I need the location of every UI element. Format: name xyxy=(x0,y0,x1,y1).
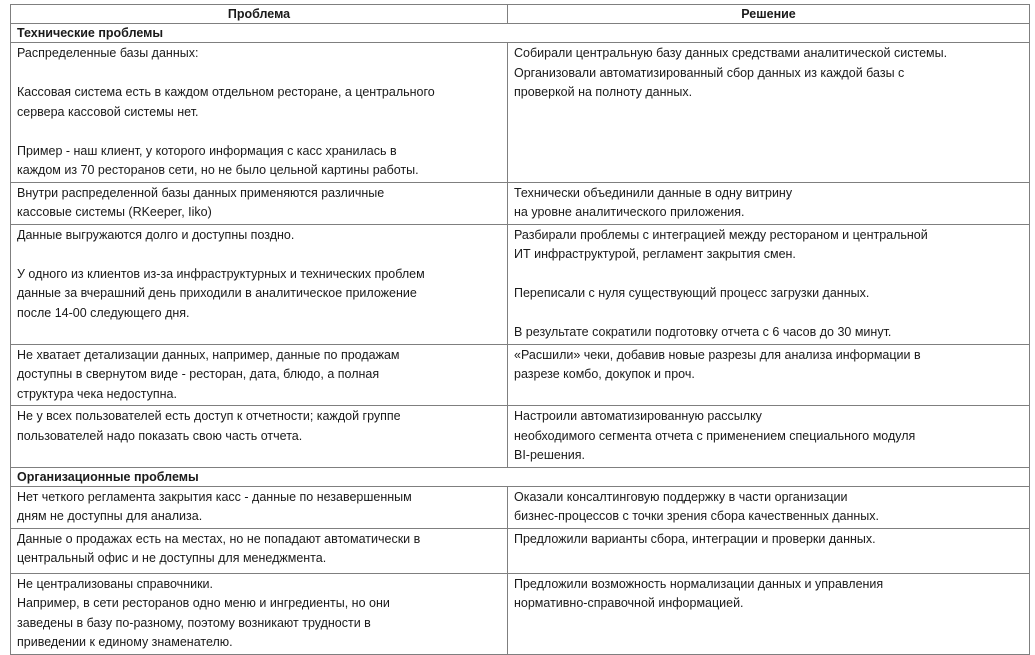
problems-solutions-table xyxy=(10,4,1030,655)
solution-cell xyxy=(508,573,1030,654)
solution-cell xyxy=(508,224,1030,344)
text-line: Внутри распределенной базы данных применяются различные xyxy=(17,185,385,200)
section-row-organizational xyxy=(11,467,1030,486)
text-line: бизнес-процессов с точки зрения сбора качественных данных. xyxy=(514,509,879,523)
text-line: Собирали центральную базу данных средствами аналитической системы. xyxy=(514,46,948,60)
solution-cell xyxy=(508,406,1030,468)
solution-cell xyxy=(508,344,1030,406)
text-line: Разбирали проблемы с интеграцией между рестораном и центральной xyxy=(514,227,928,242)
text-line: Организовали автоматизированный сбор данных из каждой базы с xyxy=(514,65,905,80)
table-header-row xyxy=(11,5,1030,24)
text-line: Пример - наш клиент, у которого информация с касс хранилась в xyxy=(17,143,397,158)
header-solution: Решение xyxy=(508,5,1030,24)
text-line: после 14-00 следующего дня. xyxy=(17,305,190,320)
text-line: данные за вчерашний день приходили в аналитическое приложение xyxy=(17,286,417,300)
text-line: Технически объединили данные в одну витрину xyxy=(514,185,793,200)
section-title-organizational: Организационные проблемы xyxy=(11,467,1030,486)
text-line: нормативно-справочной информацией. xyxy=(514,596,744,610)
text-line: доступны в свернутом виде - ресторан, дата, блюдо, а полная xyxy=(17,367,380,381)
text-line: Распределенные базы данных: xyxy=(17,46,199,60)
text-line: проверкой на полноту данных. xyxy=(514,85,693,99)
text-line: Переписали с нуля существующий процесс загрузки данных. xyxy=(514,286,870,300)
text-line: У одного из клиентов из-за инфраструктурных и технических проблем xyxy=(17,266,425,281)
text-line: структура чека недоступна. xyxy=(17,386,177,401)
text-line: Предложили возможность нормализации данных и управления xyxy=(514,576,884,591)
solution-cell xyxy=(508,43,1030,183)
text-line: Предложили варианты сбора, интеграции и проверки данных. xyxy=(514,531,876,546)
solution-cell xyxy=(508,486,1030,528)
text-line: дням не доступны для анализа. xyxy=(17,509,203,523)
document-page xyxy=(10,4,1029,655)
table-row xyxy=(11,486,1030,528)
problem-cell xyxy=(11,224,508,344)
text-line: Данные выгружаются долго и доступны поздно. xyxy=(17,227,295,242)
text-line: разрезе комбо, докупок и проч. xyxy=(514,367,695,381)
text-line: приведении к единому знаменателю. xyxy=(17,635,233,649)
problem-cell xyxy=(11,406,508,468)
text-line: кассовые системы (RKeeper, Iiko) xyxy=(17,205,212,219)
text-line: Не хватает детализации данных, например, данные по продажам xyxy=(17,347,400,362)
solution-cell xyxy=(508,528,1030,573)
text-line: Кассовая система есть в каждом отдельном ресторане, а центрального xyxy=(17,85,435,99)
text-line: «Расшили» чеки, добавив новые разрезы для анализа информации в xyxy=(514,347,921,362)
text-line: заведены в базу по-разному, поэтому возникают трудности в xyxy=(17,615,371,630)
blank-line xyxy=(17,122,503,142)
table-row xyxy=(11,43,1030,183)
table-row xyxy=(11,406,1030,468)
text-line: каждом из 70 ресторанов сети, но не было цельной картины работы. xyxy=(17,163,419,177)
solution-cell xyxy=(508,182,1030,224)
text-line: В результате сократили подготовку отчета с 6 часов до 30 минут. xyxy=(514,325,892,339)
text-line: BI-решения. xyxy=(514,448,585,462)
section-row-technical xyxy=(11,24,1030,43)
text-line: Не централизованы справочники. xyxy=(17,576,214,591)
text-line: Например, в сети ресторанов одно меню и ингредиенты, но они xyxy=(17,596,390,610)
problem-cell xyxy=(11,573,508,654)
section-title-technical: Технические проблемы xyxy=(11,24,1030,43)
table-row xyxy=(11,573,1030,654)
problem-cell xyxy=(11,486,508,528)
text-line: Оказали консалтинговую поддержку в части организации xyxy=(514,489,848,504)
table-row xyxy=(11,182,1030,224)
problem-cell xyxy=(11,528,508,573)
blank-line xyxy=(514,265,1025,285)
text-line: на уровне аналитического приложения. xyxy=(514,205,745,219)
table-row xyxy=(11,344,1030,406)
table-row xyxy=(11,528,1030,573)
problem-cell xyxy=(11,43,508,183)
header-problem: Проблема xyxy=(11,5,508,24)
blank-line xyxy=(514,304,1025,324)
text-line: необходимого сегмента отчета с применением специального модуля xyxy=(514,428,916,443)
text-line: Настроили автоматизированную рассылку xyxy=(514,409,762,423)
problem-cell xyxy=(11,344,508,406)
blank-line xyxy=(17,245,503,265)
text-line: Данные о продажах есть на местах, но не попадают автоматически в xyxy=(17,531,421,546)
problem-cell xyxy=(11,182,508,224)
text-line: сервера кассовой системы нет. xyxy=(17,104,199,119)
table-row xyxy=(11,224,1030,344)
text-line: центральный офис и не доступны для менеджмента. xyxy=(17,551,327,565)
text-line: ИТ инфраструктурой, регламент закрытия смен. xyxy=(514,247,796,261)
text-line: Не у всех пользователей есть доступ к отчетности; каждой группе xyxy=(17,409,401,423)
blank-line xyxy=(17,64,503,84)
text-line: пользователей надо показать свою часть отчета. xyxy=(17,428,303,443)
text-line: Нет четкого регламента закрытия касс - данные по незавершенным xyxy=(17,489,412,504)
